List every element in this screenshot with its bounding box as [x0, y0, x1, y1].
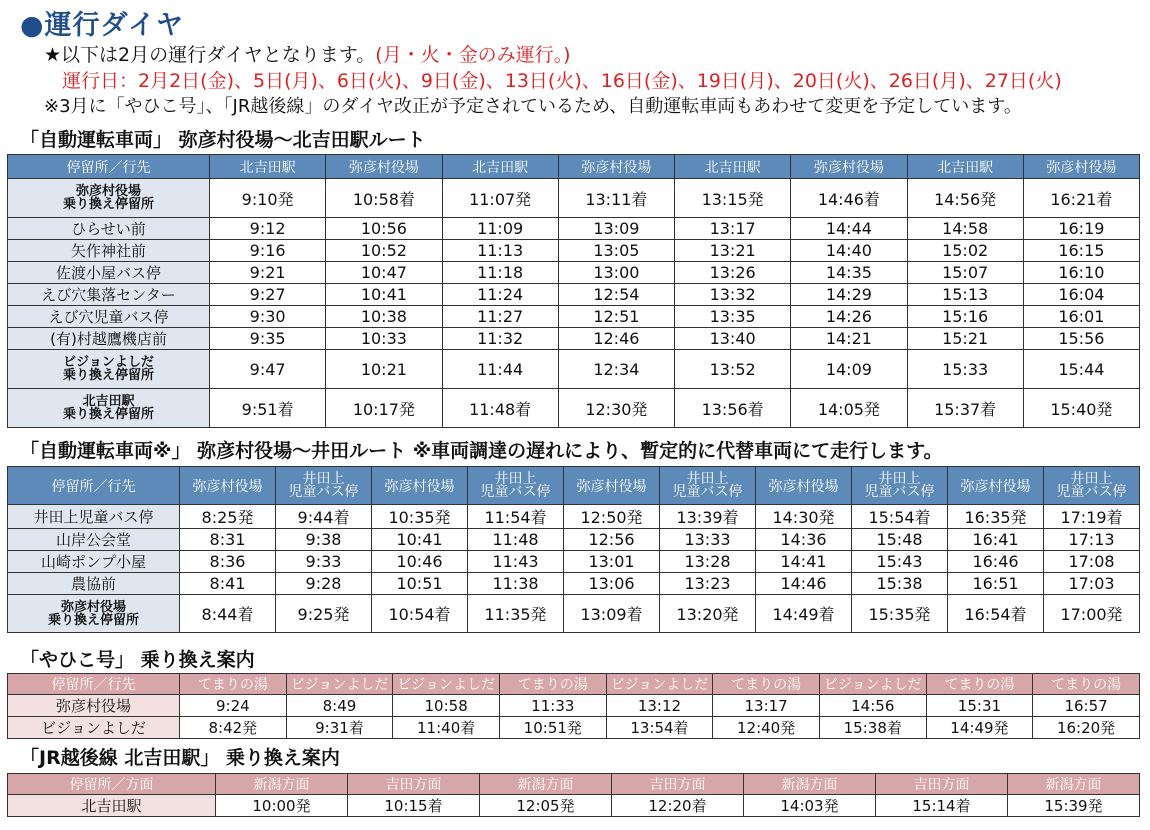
time-cell: 9:33 — [276, 551, 372, 573]
stop-name-line: 北吉田駅 — [81, 797, 142, 815]
time-cell: 8:49 — [286, 695, 393, 717]
time-cell: 16:46 — [948, 551, 1044, 573]
time-cell: 15:33 — [907, 350, 1023, 389]
time-cell: 10:47 — [326, 262, 442, 284]
notice-month-text: ★以下は2月の運行ダイヤとなります。 — [44, 44, 376, 66]
time-cell: 11:48着 — [442, 389, 558, 428]
stop-name-line: 山崎ポンプ小屋 — [40, 553, 146, 571]
time-cell: 17:00発 — [1044, 595, 1140, 633]
time-cell: 15:43 — [852, 551, 948, 573]
stop-name-line: 弥彦村役場 — [75, 184, 141, 199]
stop-name — [8, 284, 210, 306]
destination-header-line: 児童バス停 — [672, 483, 743, 500]
time-cell: 12:54 — [558, 284, 674, 306]
time-cell: 17:19着 — [1044, 505, 1140, 529]
destination-header-line: 弥彦村役場 — [576, 478, 647, 495]
time-cell: 11:27 — [442, 306, 558, 328]
stop-name-line: 農協前 — [70, 575, 116, 593]
stop-name — [8, 179, 210, 218]
destination-header — [948, 467, 1044, 505]
time-cell: 13:20発 — [660, 595, 756, 633]
time-cell: 16:01 — [1023, 306, 1139, 328]
table-row — [8, 218, 1140, 240]
time-cell: 13:21 — [675, 240, 791, 262]
time-cell: 16:20発 — [1033, 717, 1140, 739]
timetable-route2 — [7, 466, 1140, 633]
destination-header-line: 弥彦村役場 — [960, 478, 1031, 495]
time-cell: 16:15 — [1023, 240, 1139, 262]
time-cell: 11:48 — [468, 529, 564, 551]
time-cell: 12:30発 — [558, 389, 674, 428]
destination-header: 吉田方面 — [876, 774, 1008, 795]
time-cell: 14:03発 — [744, 795, 876, 817]
time-cell: 12:20着 — [612, 795, 744, 817]
table-row — [8, 284, 1140, 306]
corner-header: 停留所／行先 — [8, 674, 180, 695]
time-cell: 15:38着 — [819, 717, 926, 739]
time-cell: 10:41 — [372, 529, 468, 551]
time-cell: 13:05 — [558, 240, 674, 262]
time-cell: 16:19 — [1023, 218, 1139, 240]
time-cell: 13:23 — [660, 573, 756, 595]
corner-header: 停留所／行先 — [8, 467, 180, 505]
destination-header-line: 弥彦村役場 — [768, 478, 839, 495]
stop-name-line: 乗り換え停留所 — [62, 407, 154, 422]
destination-header: 弥彦村役場 — [1023, 155, 1139, 179]
time-cell: 15:44 — [1023, 350, 1139, 389]
table-row — [8, 695, 1140, 717]
time-cell: 12:40発 — [713, 717, 820, 739]
time-cell: 10:21 — [326, 350, 442, 389]
time-cell: 11:44 — [442, 350, 558, 389]
time-cell: 8:41 — [180, 573, 276, 595]
section-title-jr: 「JR越後線 北吉田駅」 乗り換え案内 — [20, 747, 340, 769]
time-cell: 9:44着 — [276, 505, 372, 529]
notice-dates: 運行日：2月2日(金)、5日(月)、6日(火)、9日(金)、13日(火)、16日(金)、19日(月)、20日(火)、26日(月)、27日(火) — [62, 70, 1062, 92]
stop-name-line: 井田上児童バス停 — [33, 508, 154, 526]
time-cell: 15:56 — [1023, 328, 1139, 350]
destination-header-line: 児童バス停 — [288, 483, 359, 500]
time-cell: 16:51 — [948, 573, 1044, 595]
destination-header: ビジョンよしだ — [286, 674, 393, 695]
destination-header: 弥彦村役場 — [791, 155, 907, 179]
section-title-route1: 「自動運転車両」 弥彦村役場～北吉田駅ルート — [20, 129, 426, 151]
stop-name — [8, 795, 216, 817]
stop-name-line: 乗り換え停留所 — [47, 612, 139, 628]
time-cell: 16:41 — [948, 529, 1044, 551]
time-cell: 15:07 — [907, 262, 1023, 284]
stop-name-line: 乗り換え停留所 — [62, 368, 154, 383]
stop-name — [8, 551, 180, 573]
time-cell: 13:35 — [675, 306, 791, 328]
time-cell: 9:12 — [210, 218, 326, 240]
time-cell: 14:09 — [791, 350, 907, 389]
time-cell: 10:56 — [326, 218, 442, 240]
stop-name — [8, 218, 210, 240]
time-cell: 13:17 — [675, 218, 791, 240]
time-cell: 16:21着 — [1023, 179, 1139, 218]
stop-name — [8, 350, 210, 389]
time-cell: 9:31着 — [286, 717, 393, 739]
time-cell: 14:46 — [756, 573, 852, 595]
time-cell: 15:48 — [852, 529, 948, 551]
time-cell: 8:36 — [180, 551, 276, 573]
destination-header-line: 児童バス停 — [480, 483, 551, 500]
stop-name-line: ビジョンよしだ — [63, 355, 154, 370]
destination-header: 新潟方面 — [744, 774, 876, 795]
time-cell: 9:16 — [210, 240, 326, 262]
time-cell: 11:35発 — [468, 595, 564, 633]
table-row — [8, 179, 1140, 218]
destination-header: 弥彦村役場 — [326, 155, 442, 179]
destination-header — [372, 467, 468, 505]
stop-name — [8, 389, 210, 428]
time-cell: 13:40 — [675, 328, 791, 350]
stop-name — [8, 695, 180, 717]
table-row — [8, 717, 1140, 739]
destination-header-line: 弥彦村役場 — [192, 478, 263, 495]
time-cell: 9:51着 — [210, 389, 326, 428]
section-title-yahiko: 「やひこ号」 乗り換え案内 — [20, 649, 255, 671]
time-cell: 10:35発 — [372, 505, 468, 529]
time-cell: 16:57 — [1033, 695, 1140, 717]
destination-header: 新潟方面 — [1008, 774, 1140, 795]
time-cell: 11:32 — [442, 328, 558, 350]
stop-name-line: えび穴児童バス停 — [48, 308, 169, 326]
table-row — [8, 551, 1140, 573]
time-cell: 15:16 — [907, 306, 1023, 328]
time-cell: 8:25発 — [180, 505, 276, 529]
time-cell: 12:51 — [558, 306, 674, 328]
destination-header: 吉田方面 — [348, 774, 480, 795]
corner-header: 停留所／行先 — [8, 155, 210, 179]
destination-header: てまりの湯 — [1033, 674, 1140, 695]
stop-name-line: 弥彦村役場 — [55, 697, 131, 715]
time-cell: 11:40着 — [393, 717, 500, 739]
stop-name — [8, 505, 180, 529]
destination-header-line: 井田上 — [494, 470, 537, 487]
time-cell: 13:54着 — [606, 717, 713, 739]
destination-header — [660, 467, 756, 505]
destination-header: てまりの湯 — [713, 674, 820, 695]
time-cell: 11:18 — [442, 262, 558, 284]
notice-revision: ※3月に「やひこ号」、「JR越後線」のダイヤ改正が予定されているため、自動運転車両もあわせて変更を予定しています。 — [44, 96, 1022, 117]
stop-name-line: 佐渡小屋バス停 — [55, 264, 161, 282]
time-cell: 14:49発 — [926, 717, 1033, 739]
time-cell: 10:54着 — [372, 595, 468, 633]
time-cell: 14:21 — [791, 328, 907, 350]
destination-header — [276, 467, 372, 505]
destination-header-line: 井田上 — [1070, 470, 1113, 487]
destination-header-line: 児童バス停 — [864, 483, 935, 500]
stop-name-line: 乗り換え停留所 — [62, 197, 154, 212]
notice-run-days: (月・火・金のみ運行。) — [375, 44, 571, 66]
time-cell: 16:35発 — [948, 505, 1044, 529]
table-row — [8, 350, 1140, 389]
destination-header-line: 井田上 — [686, 470, 729, 487]
time-cell: 16:04 — [1023, 284, 1139, 306]
stop-name — [8, 306, 210, 328]
table-row — [8, 389, 1140, 428]
time-cell: 15:14着 — [876, 795, 1008, 817]
destination-header: 新潟方面 — [216, 774, 348, 795]
time-cell: 9:35 — [210, 328, 326, 350]
destination-header: 新潟方面 — [480, 774, 612, 795]
time-cell: 10:38 — [326, 306, 442, 328]
time-cell: 13:11着 — [558, 179, 674, 218]
time-cell: 13:01 — [564, 551, 660, 573]
stop-name-line: 山岸公会堂 — [55, 531, 131, 549]
time-cell: 11:07発 — [442, 179, 558, 218]
time-cell: 13:00 — [558, 262, 674, 284]
time-cell: 9:10発 — [210, 179, 326, 218]
stop-name — [8, 262, 210, 284]
time-cell: 13:39着 — [660, 505, 756, 529]
time-cell: 13:15発 — [675, 179, 791, 218]
time-cell: 15:39発 — [1008, 795, 1140, 817]
time-cell: 13:32 — [675, 284, 791, 306]
time-cell: 15:02 — [907, 240, 1023, 262]
time-cell: 14:36 — [756, 529, 852, 551]
destination-header — [852, 467, 948, 505]
destination-header-line: 児童バス停 — [1056, 483, 1127, 500]
time-cell: 10:46 — [372, 551, 468, 573]
time-cell: 16:10 — [1023, 262, 1139, 284]
time-cell: 12:46 — [558, 328, 674, 350]
time-cell: 14:41 — [756, 551, 852, 573]
time-cell: 9:28 — [276, 573, 372, 595]
time-cell: 10:58着 — [326, 179, 442, 218]
time-cell: 9:30 — [210, 306, 326, 328]
table-header-row — [8, 155, 1140, 179]
time-cell: 17:13 — [1044, 529, 1140, 551]
time-cell: 11:38 — [468, 573, 564, 595]
section-title-route2: 「自動運転車両※」 弥彦村役場～井田ルート ※車両調達の遅れにより、暫定的に代替車両にて走行します。 — [20, 440, 943, 462]
timetable-jr-transfer — [7, 773, 1140, 817]
time-cell: 15:38 — [852, 573, 948, 595]
time-cell: 11:43 — [468, 551, 564, 573]
table-row — [8, 328, 1140, 350]
destination-header: ビジョンよしだ — [606, 674, 713, 695]
time-cell: 13:26 — [675, 262, 791, 284]
time-cell: 12:34 — [558, 350, 674, 389]
table-row — [8, 306, 1140, 328]
time-cell: 13:17 — [713, 695, 820, 717]
time-cell: 10:52 — [326, 240, 442, 262]
destination-header — [180, 467, 276, 505]
destination-header: 北吉田駅 — [442, 155, 558, 179]
destination-header — [756, 467, 852, 505]
table-header-row — [8, 674, 1140, 695]
destination-header: 吉田方面 — [612, 774, 744, 795]
time-cell: 8:44着 — [180, 595, 276, 633]
destination-header: 北吉田駅 — [210, 155, 326, 179]
table-header-row — [8, 774, 1140, 795]
destination-header: 弥彦村役場 — [558, 155, 674, 179]
stop-name-line: ひらせい前 — [71, 220, 146, 238]
time-cell: 14:46着 — [791, 179, 907, 218]
time-cell: 10:15着 — [348, 795, 480, 817]
time-cell: 13:12 — [606, 695, 713, 717]
destination-header — [1044, 467, 1140, 505]
time-cell: 9:24 — [180, 695, 287, 717]
time-cell: 10:17発 — [326, 389, 442, 428]
time-cell: 17:08 — [1044, 551, 1140, 573]
timetable-yahiko-transfer — [7, 673, 1140, 739]
time-cell: 16:54着 — [948, 595, 1044, 633]
table-row — [8, 529, 1140, 551]
time-cell: 9:27 — [210, 284, 326, 306]
destination-header-line: 井田上 — [302, 470, 345, 487]
time-cell: 11:09 — [442, 218, 558, 240]
destination-header: ビジョンよしだ — [393, 674, 500, 695]
time-cell: 9:21 — [210, 262, 326, 284]
destination-header: 北吉田駅 — [675, 155, 791, 179]
destination-header: てまりの湯 — [499, 674, 606, 695]
time-cell: 13:33 — [660, 529, 756, 551]
time-cell: 13:52 — [675, 350, 791, 389]
time-cell: 13:56着 — [675, 389, 791, 428]
time-cell: 10:51 — [372, 573, 468, 595]
time-cell: 10:58 — [393, 695, 500, 717]
destination-header: てまりの湯 — [180, 674, 287, 695]
stop-name — [8, 240, 210, 262]
time-cell: 14:05発 — [791, 389, 907, 428]
time-cell: 10:41 — [326, 284, 442, 306]
destination-header: 北吉田駅 — [907, 155, 1023, 179]
time-cell: 14:35 — [791, 262, 907, 284]
destination-header-line: 井田上 — [878, 470, 921, 487]
table-row — [8, 595, 1140, 633]
timetable-route1 — [7, 154, 1140, 428]
time-cell: 14:58 — [907, 218, 1023, 240]
time-cell: 13:09 — [558, 218, 674, 240]
time-cell: 14:56 — [819, 695, 926, 717]
page-title: ●運行ダイヤ — [20, 10, 185, 41]
time-cell: 14:49着 — [756, 595, 852, 633]
table-header-row — [8, 467, 1140, 505]
time-cell: 11:24 — [442, 284, 558, 306]
stop-name — [8, 529, 180, 551]
time-cell: 15:13 — [907, 284, 1023, 306]
time-cell: 15:40発 — [1023, 389, 1139, 428]
time-cell: 15:31 — [926, 695, 1033, 717]
time-cell: 14:26 — [791, 306, 907, 328]
stop-name-line: えび穴集落センター — [41, 286, 176, 304]
time-cell: 8:42発 — [180, 717, 287, 739]
destination-header — [564, 467, 660, 505]
time-cell: 10:51発 — [499, 717, 606, 739]
time-cell: 8:31 — [180, 529, 276, 551]
time-cell: 14:40 — [791, 240, 907, 262]
time-cell: 11:33 — [499, 695, 606, 717]
stop-name-line: 矢作神社前 — [70, 242, 146, 260]
table-row — [8, 262, 1140, 284]
stop-name — [8, 328, 210, 350]
time-cell: 15:54着 — [852, 505, 948, 529]
destination-header — [468, 467, 564, 505]
time-cell: 12:05発 — [480, 795, 612, 817]
time-cell: 17:03 — [1044, 573, 1140, 595]
table-row — [8, 573, 1140, 595]
stop-name — [8, 573, 180, 595]
destination-header-line: 弥彦村役場 — [384, 478, 455, 495]
time-cell: 10:00発 — [216, 795, 348, 817]
time-cell: 13:28 — [660, 551, 756, 573]
stop-name-line: (有)村越鷹機店前 — [50, 330, 167, 348]
time-cell: 12:56 — [564, 529, 660, 551]
time-cell: 15:37着 — [907, 389, 1023, 428]
time-cell: 9:47 — [210, 350, 326, 389]
time-cell: 9:38 — [276, 529, 372, 551]
time-cell: 13:09着 — [564, 595, 660, 633]
stop-name-line: ビジョンよしだ — [41, 719, 146, 737]
time-cell: 14:44 — [791, 218, 907, 240]
time-cell: 14:56発 — [907, 179, 1023, 218]
time-cell: 13:06 — [564, 573, 660, 595]
stop-name — [8, 717, 180, 739]
table-row — [8, 240, 1140, 262]
destination-header: てまりの湯 — [926, 674, 1033, 695]
table-row — [8, 795, 1140, 817]
corner-header: 停留所／方面 — [8, 774, 216, 795]
time-cell: 11:54着 — [468, 505, 564, 529]
time-cell: 14:30発 — [756, 505, 852, 529]
time-cell: 15:21 — [907, 328, 1023, 350]
destination-header: ビジョンよしだ — [819, 674, 926, 695]
time-cell: 9:25発 — [276, 595, 372, 633]
time-cell: 14:29 — [791, 284, 907, 306]
time-cell: 12:50発 — [564, 505, 660, 529]
time-cell: 15:35発 — [852, 595, 948, 633]
stop-name — [8, 595, 180, 633]
table-row — [8, 505, 1140, 529]
notice-month — [44, 40, 571, 67]
time-cell: 11:13 — [442, 240, 558, 262]
stop-name-line: 弥彦村役場 — [60, 599, 126, 615]
time-cell: 10:33 — [326, 328, 442, 350]
stop-name-line: 北吉田駅 — [82, 394, 135, 409]
